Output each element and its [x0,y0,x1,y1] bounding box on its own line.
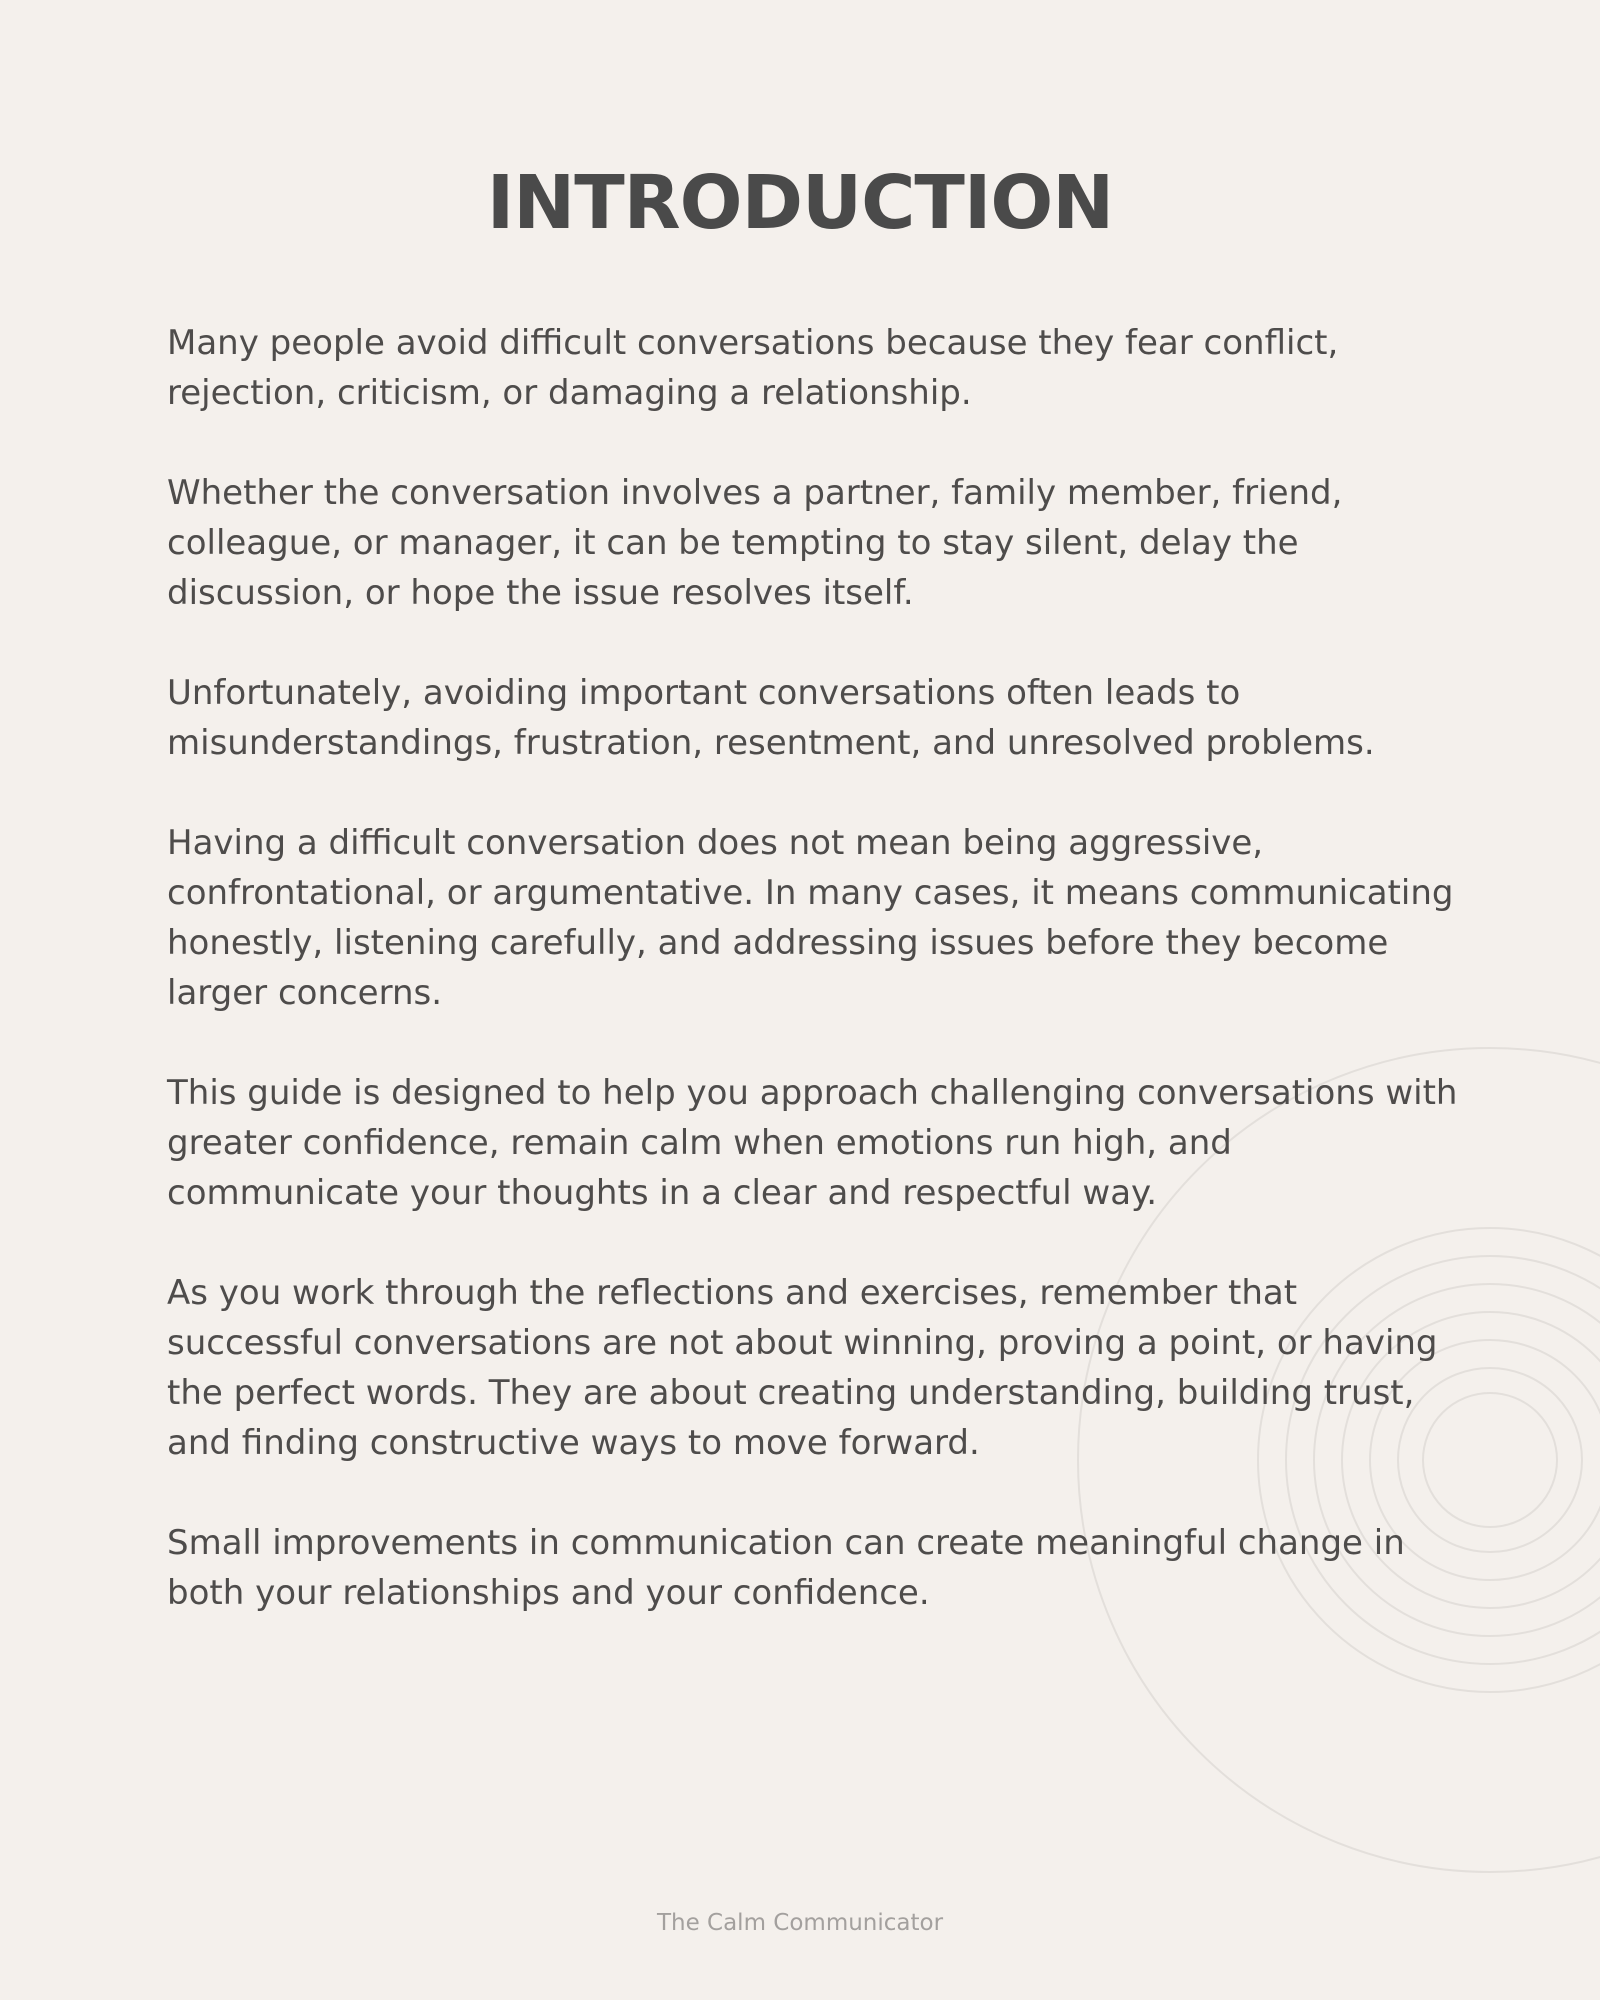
footer-text: The Calm Communicator [656,1910,944,1936]
paragraph: Unfortunately, avoiding important conversations often leads to misunderstandings, frustration, resentment, and unresolved problems. [167,673,1375,763]
paragraph: Whether the conversation involves a partner, family member, friend, colleague, or manager, it can be tempting to stay silent, delay the discussion, or hope the issue resolves itself. [167,473,1343,613]
paragraph: Many people avoid difficult conversations because they fear conflict, rejection, criticism, or damaging a relationship. [167,323,1339,413]
paragraph: Having a difficult conversation does not mean being aggressive, confrontational, or argumentative. In many cases, it means communicating honestly, listening carefully, and addressing issues before they become larger concerns. [167,823,1454,1013]
paragraph: This guide is designed to help you approach challenging conversations with greater confidence, remain calm when emotions run high, and communicate your thoughts in a clear and respectful way. [167,1073,1458,1213]
paragraph: Small improvements in communication can create meaningful change in both your relationships and your confidence. [167,1523,1405,1613]
body-text [167,318,1467,1668]
page-title: INTRODUCTION [486,160,1114,246]
paragraph: As you work through the reflections and exercises, remember that successful conversations are not about winning, proving a point, or having the perfect words. They are about creating understanding, building trust, and finding constructive ways to move forward. [167,1273,1438,1463]
